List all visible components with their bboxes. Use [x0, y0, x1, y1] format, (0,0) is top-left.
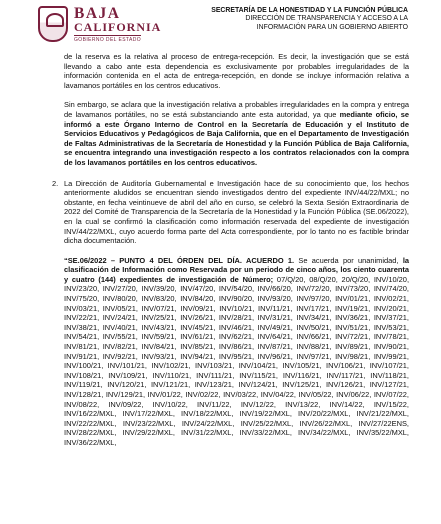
- org-line-3: INFORMACIÓN PARA UN GOBIERNO ABIERTO: [256, 23, 408, 31]
- baja-california-logo: [38, 5, 162, 46]
- paragraph-sin-embargo-bold: mediante oficio, se informó a este Órgano Interno de Control en la Secretaría de Educación y el Instituto de Servicios Educativos y Pedagógicos de Baja California, que en el Departamento de Investigación de Faltas Administrativas de la Secretaría de Honestidad y la Función Pública de Baja California, se encuentra integrando una investigación respecto a los contratos relacionados con la compra de los lavamanos portátiles en los centros educativos.: [64, 109, 410, 167]
- acuerdo-clasificacion: la clasificación de Información como Reservada por un periodo de cinco años, los ciento cuarenta y cuatro (144) expedientes de investigación de Número;: [64, 255, 410, 284]
- state-seal-icon: [38, 6, 68, 42]
- acuerdo-expedientes: 07/Q/20, 08/Q/20, 20/Q/20, INV/10/20, INV/23/20, INV/27/20, INV/39/20, INV/47/20, INV/54/20, INV/66/20, INV/72/20, INV/73/20, INV/74/20, INV/75/20, INV/80/20, INV/83/20, INV/84/20, INV/90/20, INV/93/20, INV/97/20, INV/01/21, INV/02/21, INV/03/21, INV/05/21, INV/07/21, INV/09/21, INV/10/21, INV/11/21, INV/17/21, INV/19/21, INV/20/21, INV/22/21, INV/24/21, INV/25/21, INV/26/21, INV/28/21, INV/31/21, INV/34/21, INV/36/21, INV/37/21, INV/38/21, INV/40/21, INV/43/21, INV/45/21, INV/46/21, INV/49/21, INV/50/21, INV/51/21, INV/53/21, INV/54/21, INV/55/21, INV/59/21, INV/61/21, INV/62/21, INV/64/21, INV/66/21, INV/72/21, INV/78/21, INV/81/21, INV/82/21, INV/84/21, INV/85/21, INV/86/21, INV/87/21, INV/88/21, INV/89/21, INV/90/21, INV/91/21, INV/92/21, INV/93/21, INV/94/21, INV/95/21, INV/96/21, INV/97/21, INV/98/21, INV/99/21, INV/100/21, INV/101/21, INV/102/21, INV/103/21, INV/104/21, INV/105/21, INV/106/21, INV/107/21, INV/108/21, INV/109/21, INV/110/21, INV/111/21, INV/115/21, INV/116/21, INV/117/21, INV/118/21, INV/119/21, INV/120/21, INV/121/21, INV/123/21, INV/124/21, INV/125/21, INV/126/21, INV/127/21, INV/128/21, INV/129/21, INV/01/22, INV/02/22, INV/03/22, INV/04/22, INV/05/22, INV/06/22, INV/07/22, INV/08/22, INV/09/22, INV/10/22, INV/11/22, INV/12/22, INV/13/22, INV/14/22, INV/15/22, INV/16/22/MXL, INV/17/22/MXL, INV/18/22/MXL, INV/19/22/MXL, INV/20/22/MXL, INV/21/22/MXL, INV/22/22/MXL, INV/23/22/MXL, INV/24/22/MXL, INV/25/22/MXL, INV/26/22/MXL, INV/27/22ENS, INV/28/22/MXL, INV/29/22/MXL, INV/31/22/MXL, INV/33/22/MXL, INV/34/22/MXL, INV/35/22/MXL, INV/36/22/MXL,: [64, 274, 410, 447]
- org-line-1: SECRETARÍA DE LA HONESTIDAD Y LA FUNCIÓN PÚBLICA: [211, 7, 408, 14]
- org-line-2: DIRECCIÓN DE TRANSPARENCIA Y ACCESO A LA: [245, 15, 408, 23]
- brand-top: BAJA: [74, 5, 121, 22]
- brand-bottom: CALIFORNIA: [74, 20, 162, 34]
- acuerdo-unanimidad: Se acuerda por unanimidad,: [294, 255, 403, 265]
- paragraph-sin-embargo: [64, 100, 409, 167]
- letterhead: [0, 0, 441, 50]
- brand-subtitle: GOBIERNO DEL ESTADO: [74, 37, 142, 43]
- list-item-2-text: La Dirección de Auditoría Gubernamental e Investigación hace de su conocimiento que, los hechos anteriormente aludidos se encuentran siendo investigados dentro del expediente INV/44/22/MXL; no obstante, en fecha veintinueve de abril del año en curso, se celebró la Sexta Sesión Extraordinaria de 2022 del Comité de Transparencia de la Secretaría de la Honestidad y la Función Pública (SE.06/2022), en la cual se confirmó la clasificación como información reservada del expediente de investigación INV/44/22/MXL, cuyo acuerdo forma parte del Acta correspondiente, por lo tanto no es factible brindar dicha documentación.: [64, 178, 409, 246]
- paragraph-reserva: de la reserva es la relativa al proceso de entrega-recepción. Es decir, la investigación que se está llevando a cabo ante esta dependencia es exclusivamente por probables irregularidades de la información contenida en el acta de entrega-recepción, en donde se incluye información relativa a lavamanos portátiles en los centros educativos.: [64, 52, 409, 90]
- list-item-2: [52, 178, 410, 448]
- acuerdo-quote: [64, 256, 409, 448]
- document-body: [52, 52, 410, 448]
- organization-header: [148, 7, 408, 32]
- acuerdo-heading: “SE.06/2022 – PUNTO 4 DEL ÓRDEN DEL DÍA. ACUERDO 1.: [64, 255, 295, 265]
- paragraph-sin-embargo-text: Sin embargo, se aclara que la investigación relativa a probables irregularidades en la compra y entrega de lavamanos portátiles, no se está substanciando ante esta autoridad, ya que: [64, 100, 409, 119]
- list-item-number: 2.: [52, 178, 59, 188]
